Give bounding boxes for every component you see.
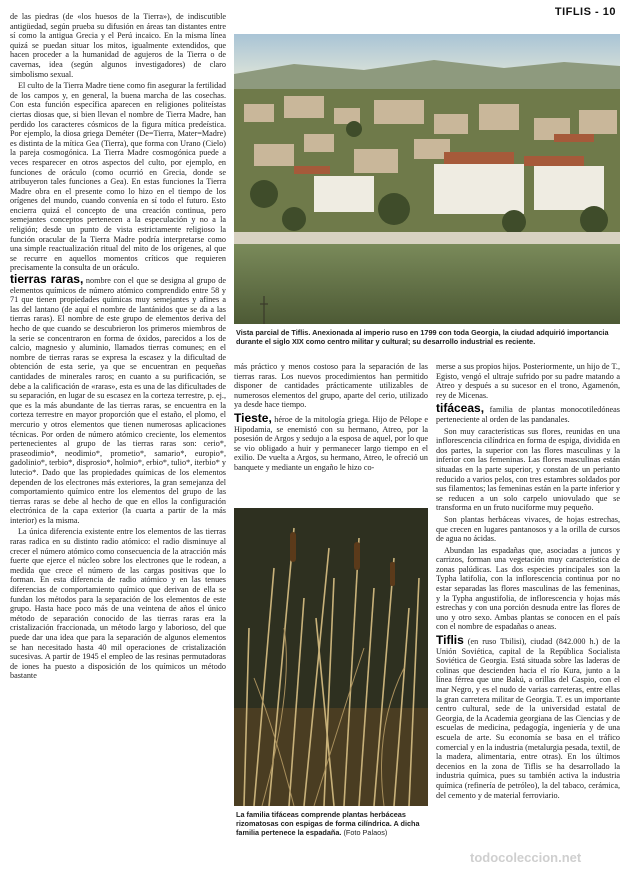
paragraph: (en ruso Tbilisi), ciudad (842.000 h.) de la Unión Soviética, capital de la República Socialista Soviética de Georgia. Está situada sobre las laderas de colinas que descienden hacia el río Kura, junto a la línea férrea que une Bakú, a orillas del Caspio, con el mar Negro, y es el nudo de varias carreteras, entre ellas la gran carretera militar de Georgia. T. es un importante centro cultural, sede de la universidad estatal de Georgia, de la Academia georgiana de las Ciencias y de escuelas de medicina, pedagogía, ingeniería y de una escuela de arte. Su economía se basa en el tráfico comercial y en la industria (metalurgia pesada, textil, de la madera, alimentaria, entre otras). En los últimos decenios en la zona de Tiflis se ha desarrollado la industria química, pues su también activa la industria química (refinería de petróleo), la del tabaco, cerámica, del cemento y de material ferroviario. <box>436 637 620 800</box>
entry-heading: tifáceas, <box>436 401 485 416</box>
watermark: todocoleccion.net <box>470 850 582 865</box>
entry-heading: Tiflis <box>436 633 464 648</box>
column-3 <box>436 362 620 848</box>
paragraph: Abundan las espadañas que, asociadas a juncos y carrizos, forman una vegetación muy característica de zonas palúdicas. Las dos especies principales son la Typha latifolia, con la inflorescencia continua por no estar separadas las flores masculinas de las femeninas, y la Typha angustifolia, de inflorescencia y hojas más estrechas y con una porción desnuda entre las flores de uno y otro sexo. Ambas plantas se conocen en el país con el nombre de espadañas o aneas. <box>436 545 620 632</box>
paragraph: Son muy características sus flores, reunidas en una inflorescencia cilíndrica en forma de espiga, dividida en dos partes, la superior con las flores masculinas y la inferior con las femeninas. Las flores masculinas están situadas en la parte superior, y constan de un perianto reducido a varios pelos, con tres estambres soldados por sus filamentos; las femeninas están en la parte inferior y se reducen a un solo carpelo uniovulado que se transforma en un fruto nuciforme muy pequeño. <box>436 426 620 513</box>
caption-text: La familia tifáceas comprende plantas herbáceas rizomatosas con espigas de forma cilíndrica. A dicha familia pertenece la espadaña. <box>236 810 420 837</box>
paragraph: más práctico y menos costoso para la separación de las tierras raras. Los nuevos procedimientos han permitido disponer de cantidades prácticamente utilizables de numerosos elementos del grupo, aparte del cerio, utilizado ya desde hace tiempo. <box>234 362 428 410</box>
tiflis-city-photo <box>234 34 620 324</box>
header-title: TIFLIS <box>554 6 592 18</box>
page-number: 10 <box>602 6 616 18</box>
paragraph: nombre con el que se designa al grupo de elementos químicos de número atómico comprendido entre 58 y 71 que tienen propiedades químicas muy semejantes y afines a las del lantano (de aquí el nombre de lantánidos que se da a las tierras raras). El nombre de este grupo de elementos deriva del hecho de que cuando se descubrieron los primeros miembros de la serie se concentraron en forma de óxidos, parecidos a los de calcio, magnesio y aluminio, llamados tierras comunes; en el nombre de tierras raras se expresa la escasez y la dificultad de obtención de esta serie, ya que se encuentran en pequeñas cantidades de minerales raros; en cuanto a su purificación, se debe a la calificación de «raras», esta es una de las dificultades de su separación, en lugar de su escasez en la corteza terrestre, p. ej., que es la más abundante de las tierras raras, se encuentra en la corteza terrestre en mayor proporción que el estaño, el plomo, el mercurio y otros elementos que tienen numerosas aplicaciones técnicas. Por orden de número atómico creciente, los elementos pertenecientes al grupo de las tierras raras son: cerio*, praseodimio*, neodimio*, prometio*, samario*, europio*, gadolinio*, terbio*, disprosio*, holmio*, erbio*, tulio*, iterbio* y lutecio*. Dado que las propiedades químicas de los elementos dependen de los electrones más exteriores, la gran semejanza del comportamiento químico entre los elementos del grupo de las tierras raras se debe al hecho de que en ellos la configuración electrónica de la capa exterior (la cuarta a partir de la más interior) es la misma. <box>10 276 226 525</box>
photo-credit: (Foto Palaos) <box>343 828 388 837</box>
photo-caption: Vista parcial de Tiflis. Anexionada al imperio ruso en 1799 con toda Georgia, la ciudad adquirió importancia durante el siglo XIX como centro militar y cultural; su desarrollo industrial es reciente. <box>236 328 609 346</box>
paragraph: La única diferencia existente entre los elementos de las tierras raras radica en su distinto radio atómico: el radio disminuye al crecer el número atómico como consecuencia de la atracción más fuerte que ejerce el núcleo sobre los electrones que le rodean, a medida que crece el número de las cargas positivas que lo forman. En esta diferencia de radio atómico y en las tenues diferencias de comportamiento químico que derivan de ella se fundan los métodos para la separación de los elementos de este grupo. Hasta hace poco más de una veintena de años el único método de separación conocido de las tierras raras era la cristalización fraccionada, un método largo y laborioso, del que puede dar una idea que para la separación de algunos elementos se han necesitado hasta 40 mil operaciones de cristalización sucesivas. A partir de 1945 el empleo de las resinas permutadoras de iones ha puesto a disposición de los químicos un método bastante <box>10 527 226 681</box>
photo-caption <box>236 810 428 837</box>
espadana-plant-photo <box>234 508 428 806</box>
column-2 <box>234 362 428 502</box>
paragraph: familia de plantas monocotiledóneas perteneciente al orden de las pandanales. <box>436 405 620 424</box>
paragraph: de las piedras (de «los huesos de la Tierra»), de indiscutible antigüedad, según prueba su difusión en áreas tan distantes entre sí como la antigua Grecia y el Perú incaico. En la misma línea quizá se puedan situar los mitos, igualmente extendidos, que hacen proceder a la humanidad de agujeros de la Tierra o de cavernas, idea (según algunos investigadores) de claro simbolismo sexual. <box>10 12 226 79</box>
paragraph: Son plantas herbáceas vivaces, de hojas estrechas, que crecen en lugares pantanosos y a la orilla de cursos de agua no ácidas. <box>436 514 620 544</box>
paragraph: héroe de la mitología griega. Hijo de Pélope e Hipodamia, se enemistó con su hermano, Atreo, por la posesión de Argos y sedujo a la esposa de aquel, por lo que se vio obligado a huir y permanecer largo tiempo en el exilio. De vuelta a Argos, su hermano, Atreo, le ofreció un banquete y mediante un engaño le hizo co- <box>234 414 428 472</box>
paragraph: merse a sus propios hijos. Posteriormente, un hijo de T., Egisto, vengó el ultraje sufrido por su padre matando a Atreo y después a su sucesor en el trono, Agamenón, rey de Micenas. <box>436 362 620 400</box>
column-1 <box>10 12 226 772</box>
entry-heading: tierras raras, <box>10 272 84 287</box>
entry-heading: Tieste, <box>234 410 272 425</box>
paragraph: El culto de la Tierra Madre tiene como fin asegurar la fertilidad de los campos y, en general, la buena marcha de las cosechas. Con esta función específica aparecen en religiones politeístas ciertas diosas que, si bien llevan el nombre de Tierra Madre, han perdido los caracteres cósmicos de la figura mítica predeística. Por ejemplo, la diosa griega Deméter (De=Tierra, Mater=Madre) es distinta de la mítica Gea (Tierra), que forma con Urano (Cielo) la pareja cosmogónica. La Tierra Madre cosmogónica puede a veces resparecer en otros aspectos del culto, por ejemplo, en funciones de oráculo (como ocurrió en Grecia, donde se atribuyeron tales funciones a Gea). En estas funciones la Tierra Madre obra en el presente como lo hizo en el tiempo de los orígenes del mundo, cuando convenía en sí todo el futuro. Esto encierra quizá el concepto de una creación continua, pero semejantes conceptos pertenecen a la especulación y no a la religión; desde un punto de vista estrictamente religioso la función oracular de la Tierra Madre podría interpretarse como una simple reactualización ritual del mito de los orígenes, al que se recurre en aquellos momentos críticos que requieren precisamente la consulta de un oráculo. <box>10 81 226 273</box>
running-header: TIFLIS - 10 <box>554 6 616 18</box>
